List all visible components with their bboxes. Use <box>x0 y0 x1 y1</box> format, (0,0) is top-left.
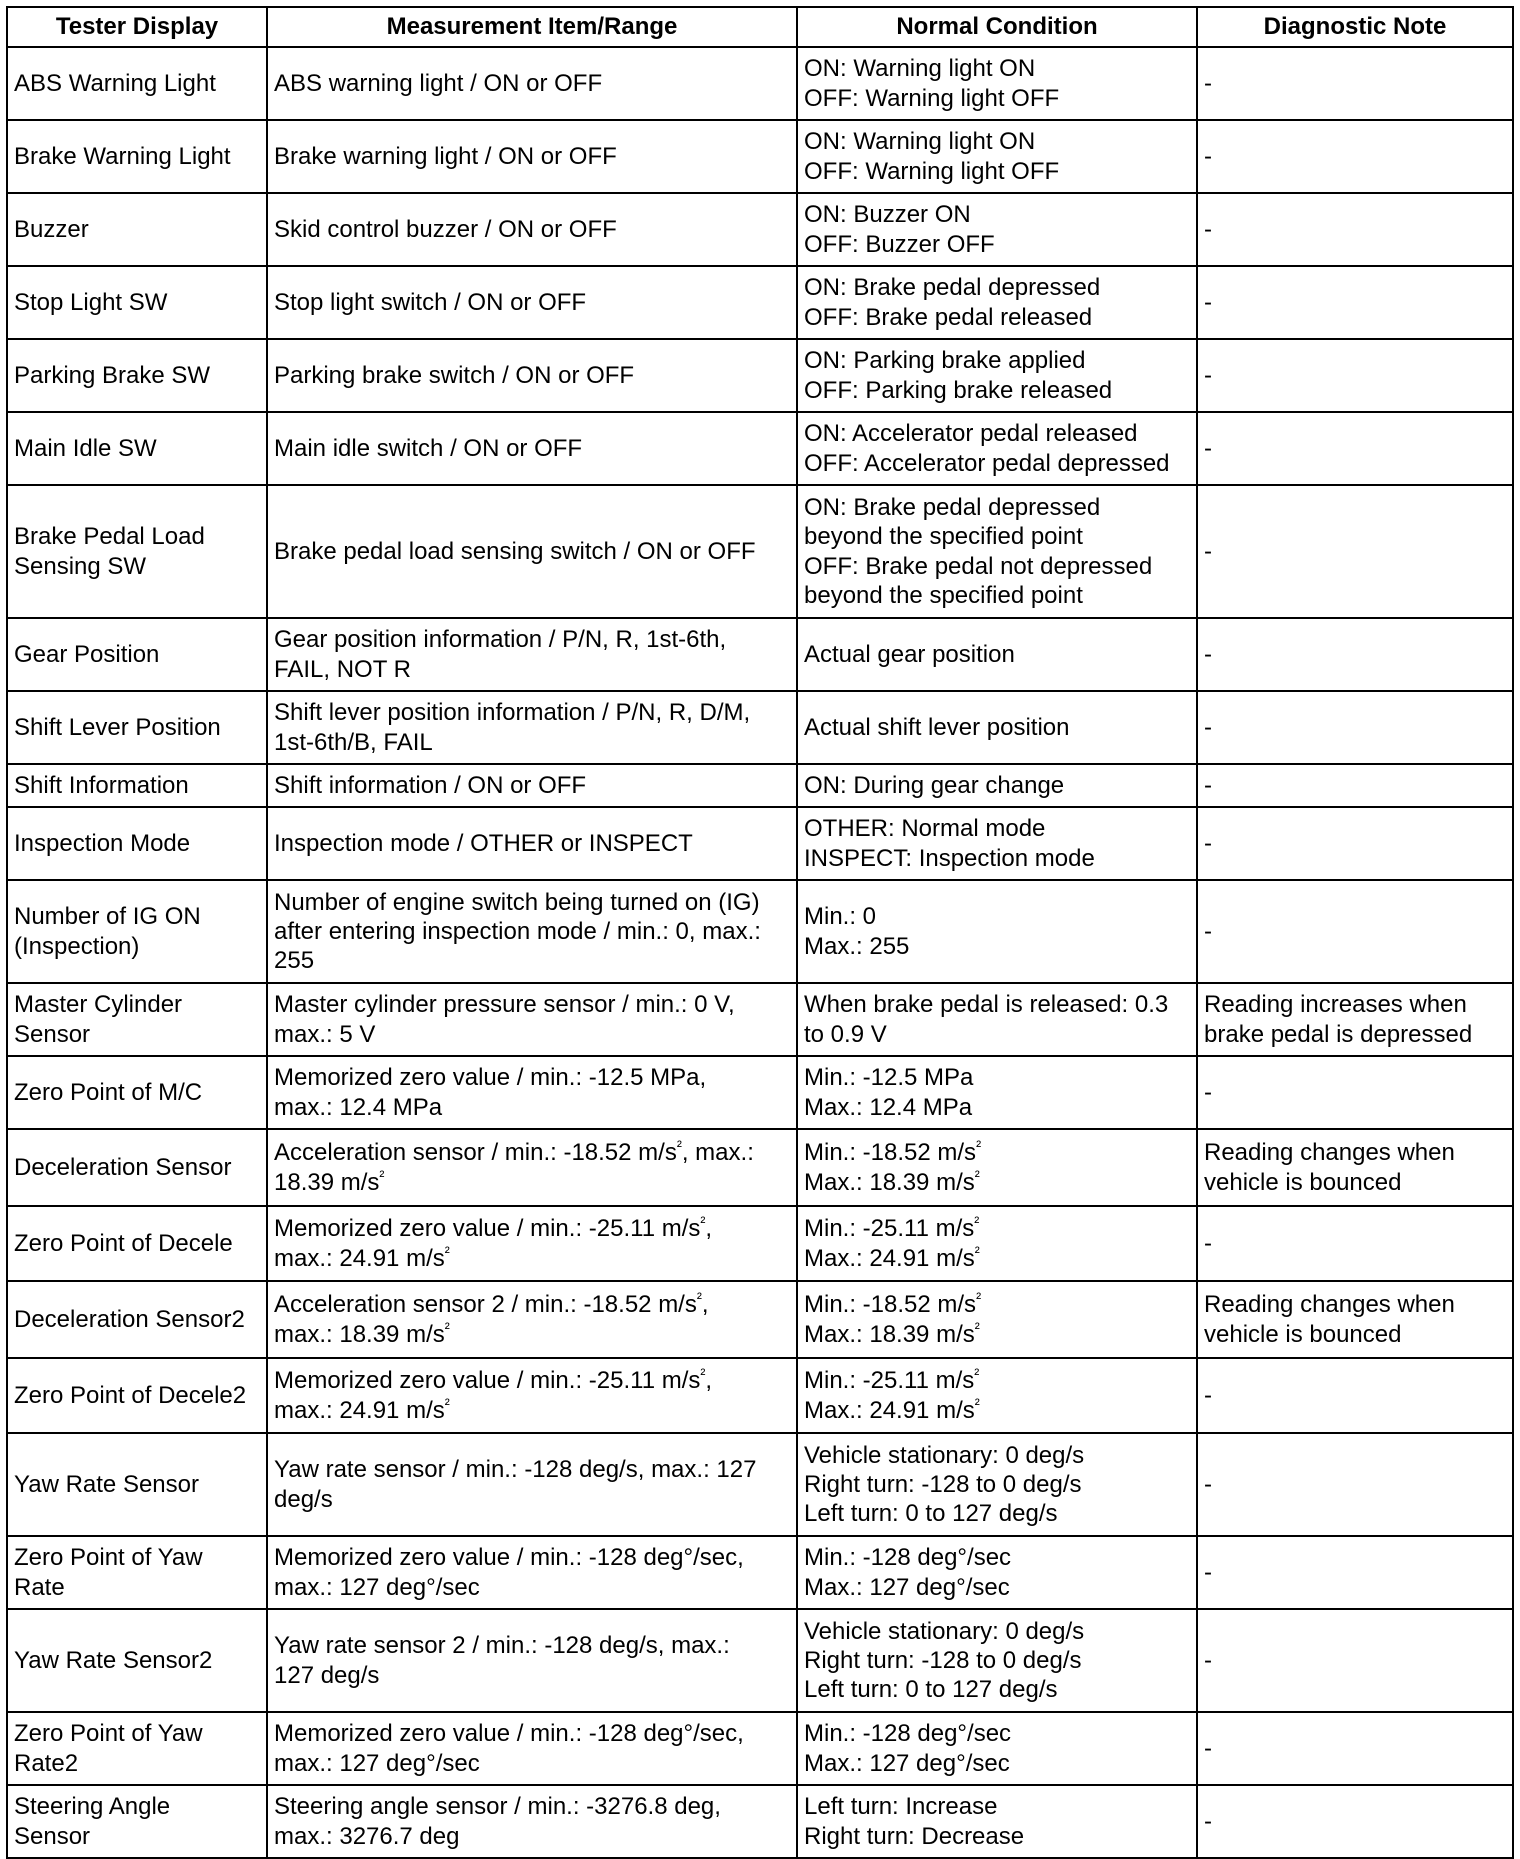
cell-normal-condition: ON: Brake pedal depressed OFF: Brake pedal released <box>797 266 1197 339</box>
cell-normal-condition: ON: Warning light ON OFF: Warning light OFF <box>797 120 1197 193</box>
cell-tester-display: Shift Lever Position <box>7 691 267 764</box>
cell-measurement-item: ABS warning light / ON or OFF <box>267 47 797 120</box>
table-row <box>7 691 1513 764</box>
cell-measurement-item: Shift lever position information / P/N, R, D/M, 1st-6th/B, FAIL <box>267 691 797 764</box>
table-row <box>7 1358 1513 1433</box>
cell-normal-condition: Min.: -18.52 $m/s^{^2}$ Max.: 18.39 $m/s^{^2}$ <box>797 1281 1197 1358</box>
table-row <box>7 1281 1513 1358</box>
cell-diagnostic-note: - <box>1197 1358 1513 1433</box>
cell-measurement-item: Skid control buzzer / ON or OFF <box>267 193 797 266</box>
cell-tester-display: Master Cylinder Sensor <box>7 983 267 1056</box>
table-row <box>7 880 1513 983</box>
cell-normal-condition: Min.: -25.11 $m/s^{^2}$ Max.: 24.91 $m/s^{^2}$ <box>797 1358 1197 1433</box>
header-normal-condition: Normal Condition <box>797 7 1197 47</box>
table-row <box>7 1129 1513 1206</box>
cell-tester-display: Zero Point of Yaw Rate <box>7 1536 267 1609</box>
table-row <box>7 1609 1513 1712</box>
cell-diagnostic-note: - <box>1197 47 1513 120</box>
cell-measurement-item: Yaw rate sensor / min.: -128 deg/s, max.: 127 deg/s <box>267 1433 797 1536</box>
table-row <box>7 983 1513 1056</box>
cell-measurement-item: Number of engine switch being turned on (IG) after entering inspection mode / min.: 0, max.: 255 <box>267 880 797 983</box>
cell-diagnostic-note: - <box>1197 339 1513 412</box>
data-list-table-container <box>6 6 1512 1859</box>
cell-diagnostic-note: - <box>1197 618 1513 691</box>
cell-normal-condition: ON: Accelerator pedal released OFF: Accelerator pedal depressed <box>797 412 1197 485</box>
data-list-table <box>6 6 1514 1859</box>
cell-tester-display: Deceleration Sensor <box>7 1129 267 1206</box>
cell-tester-display: Zero Point of Decele <box>7 1206 267 1281</box>
cell-diagnostic-note: - <box>1197 485 1513 618</box>
cell-measurement-item: Memorized zero value / min.: -25.11 $m/s^{^2}$, max.: 24.91 $m/s^{^2}$ <box>267 1358 797 1433</box>
cell-diagnostic-note: - <box>1197 1785 1513 1858</box>
cell-measurement-item: Gear position information / P/N, R, 1st-6th, FAIL, NOT R <box>267 618 797 691</box>
cell-tester-display: Yaw Rate Sensor2 <box>7 1609 267 1712</box>
cell-measurement-item: Memorized zero value / min.: -128 deg°/sec, max.: 127 deg°/sec <box>267 1712 797 1785</box>
cell-normal-condition: Vehicle stationary: 0 deg/s Right turn: -128 to 0 deg/s Left turn: 0 to 127 deg/s <box>797 1609 1197 1712</box>
cell-tester-display: Inspection Mode <box>7 807 267 880</box>
cell-normal-condition: Vehicle stationary: 0 deg/s Right turn: -128 to 0 deg/s Left turn: 0 to 127 deg/s <box>797 1433 1197 1536</box>
cell-tester-display: Brake Warning Light <box>7 120 267 193</box>
table-row <box>7 807 1513 880</box>
cell-normal-condition: Actual gear position <box>797 618 1197 691</box>
cell-tester-display: Steering Angle Sensor <box>7 1785 267 1858</box>
table-row <box>7 1433 1513 1536</box>
cell-diagnostic-note: Reading changes when vehicle is bounced <box>1197 1129 1513 1206</box>
cell-normal-condition: Min.: -18.52 $m/s^{^2}$ Max.: 18.39 $m/s^{^2}$ <box>797 1129 1197 1206</box>
cell-measurement-item: Brake warning light / ON or OFF <box>267 120 797 193</box>
cell-normal-condition: ON: Warning light ON OFF: Warning light OFF <box>797 47 1197 120</box>
table-row <box>7 120 1513 193</box>
table-row <box>7 1056 1513 1129</box>
cell-measurement-item: Parking brake switch / ON or OFF <box>267 339 797 412</box>
cell-diagnostic-note: Reading increases when brake pedal is depressed <box>1197 983 1513 1056</box>
cell-tester-display: Zero Point of M/C <box>7 1056 267 1129</box>
cell-measurement-item: Acceleration sensor / min.: -18.52 $m/s^{^2}$, max.: 18.39 $m/s^{^2}$ <box>267 1129 797 1206</box>
cell-diagnostic-note: - <box>1197 1609 1513 1712</box>
cell-measurement-item: Inspection mode / OTHER or INSPECT <box>267 807 797 880</box>
cell-tester-display: Brake Pedal Load Sensing SW <box>7 485 267 618</box>
cell-diagnostic-note: - <box>1197 266 1513 339</box>
cell-normal-condition: Min.: -12.5 MPa Max.: 12.4 MPa <box>797 1056 1197 1129</box>
table-row <box>7 1206 1513 1281</box>
cell-normal-condition: Min.: -128 deg°/sec Max.: 127 deg°/sec <box>797 1712 1197 1785</box>
cell-measurement-item: Yaw rate sensor 2 / min.: -128 deg/s, max.: 127 deg/s <box>267 1609 797 1712</box>
cell-diagnostic-note: - <box>1197 764 1513 807</box>
cell-diagnostic-note: - <box>1197 412 1513 485</box>
cell-diagnostic-note: - <box>1197 1056 1513 1129</box>
table-row <box>7 47 1513 120</box>
cell-diagnostic-note: - <box>1197 1712 1513 1785</box>
cell-diagnostic-note: - <box>1197 807 1513 880</box>
header-diagnostic-note: Diagnostic Note <box>1197 7 1513 47</box>
cell-tester-display: Zero Point of Yaw Rate2 <box>7 1712 267 1785</box>
table-header-row <box>7 7 1513 47</box>
cell-normal-condition: Min.: -25.11 $m/s^{^2}$ Max.: 24.91 $m/s^{^2}$ <box>797 1206 1197 1281</box>
cell-normal-condition: ON: Buzzer ON OFF: Buzzer OFF <box>797 193 1197 266</box>
table-row <box>7 339 1513 412</box>
header-tester-display: Tester Display <box>7 7 267 47</box>
cell-measurement-item: Main idle switch / ON or OFF <box>267 412 797 485</box>
cell-diagnostic-note: - <box>1197 691 1513 764</box>
cell-normal-condition: Left turn: Increase Right turn: Decrease <box>797 1785 1197 1858</box>
cell-normal-condition: ON: Parking brake applied OFF: Parking brake released <box>797 339 1197 412</box>
cell-tester-display: Yaw Rate Sensor <box>7 1433 267 1536</box>
cell-measurement-item: Brake pedal load sensing switch / ON or OFF <box>267 485 797 618</box>
table-body <box>7 47 1513 1858</box>
cell-tester-display: Zero Point of Decele2 <box>7 1358 267 1433</box>
cell-measurement-item: Steering angle sensor / min.: -3276.8 deg, max.: 3276.7 deg <box>267 1785 797 1858</box>
cell-normal-condition: ON: During gear change <box>797 764 1197 807</box>
cell-measurement-item: Master cylinder pressure sensor / min.: 0 V, max.: 5 V <box>267 983 797 1056</box>
cell-measurement-item: Shift information / ON or OFF <box>267 764 797 807</box>
cell-measurement-item: Memorized zero value / min.: -25.11 $m/s^{^2}$, max.: 24.91 $m/s^{^2}$ <box>267 1206 797 1281</box>
cell-diagnostic-note: - <box>1197 1206 1513 1281</box>
cell-diagnostic-note: - <box>1197 193 1513 266</box>
cell-normal-condition: When brake pedal is released: 0.3 to 0.9 V <box>797 983 1197 1056</box>
table-row <box>7 1536 1513 1609</box>
cell-measurement-item: Memorized zero value / min.: -12.5 MPa, max.: 12.4 MPa <box>267 1056 797 1129</box>
table-row <box>7 764 1513 807</box>
table-row <box>7 618 1513 691</box>
cell-tester-display: Parking Brake SW <box>7 339 267 412</box>
table-row <box>7 485 1513 618</box>
table-row <box>7 1785 1513 1858</box>
cell-normal-condition: Min.: -128 deg°/sec Max.: 127 deg°/sec <box>797 1536 1197 1609</box>
table-row <box>7 193 1513 266</box>
table-row <box>7 412 1513 485</box>
cell-diagnostic-note: - <box>1197 1536 1513 1609</box>
cell-tester-display: Shift Information <box>7 764 267 807</box>
cell-normal-condition: ON: Brake pedal depressed beyond the specified point OFF: Brake pedal not depressed beyond the specified point <box>797 485 1197 618</box>
cell-tester-display: ABS Warning Light <box>7 47 267 120</box>
table-row <box>7 1712 1513 1785</box>
cell-diagnostic-note: - <box>1197 1433 1513 1536</box>
cell-tester-display: Number of IG ON (Inspection) <box>7 880 267 983</box>
cell-diagnostic-note: Reading changes when vehicle is bounced <box>1197 1281 1513 1358</box>
cell-tester-display: Gear Position <box>7 618 267 691</box>
cell-normal-condition: Min.: 0 Max.: 255 <box>797 880 1197 983</box>
cell-tester-display: Deceleration Sensor2 <box>7 1281 267 1358</box>
table-row <box>7 266 1513 339</box>
cell-tester-display: Main Idle SW <box>7 412 267 485</box>
cell-measurement-item: Stop light switch / ON or OFF <box>267 266 797 339</box>
cell-normal-condition: Actual shift lever position <box>797 691 1197 764</box>
cell-tester-display: Buzzer <box>7 193 267 266</box>
cell-tester-display: Stop Light SW <box>7 266 267 339</box>
cell-measurement-item: Acceleration sensor 2 / min.: -18.52 $m/s^{^2}$, max.: 18.39 $m/s^{^2}$ <box>267 1281 797 1358</box>
cell-measurement-item: Memorized zero value / min.: -128 deg°/sec, max.: 127 deg°/sec <box>267 1536 797 1609</box>
cell-diagnostic-note: - <box>1197 120 1513 193</box>
cell-diagnostic-note: - <box>1197 880 1513 983</box>
cell-normal-condition: OTHER: Normal mode INSPECT: Inspection mode <box>797 807 1197 880</box>
header-measurement-item: Measurement Item/Range <box>267 7 797 47</box>
